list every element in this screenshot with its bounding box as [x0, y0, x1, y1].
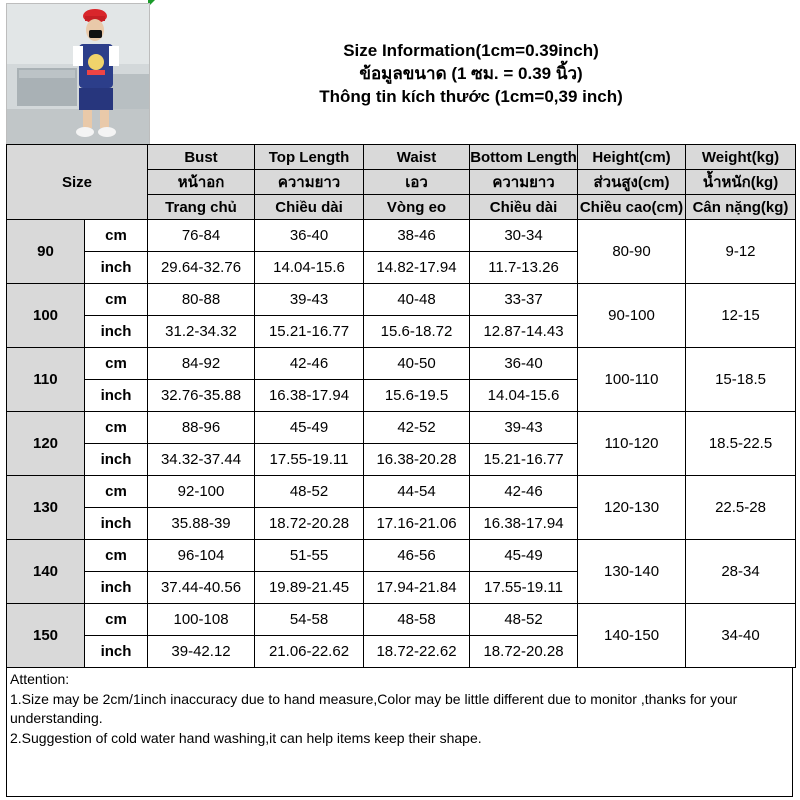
inch-value: 15.6-19.5: [364, 380, 470, 412]
inch-value: 32.76-35.88: [148, 380, 255, 412]
cm-value: 40-48: [364, 284, 470, 316]
inch-value: 12.87-14.43: [470, 316, 578, 348]
size-value: 90: [7, 220, 85, 284]
cm-value: 51-55: [255, 540, 364, 572]
inch-value: 11.7-13.26: [470, 252, 578, 284]
table-row: [7, 540, 796, 572]
unit-cm-label: cm: [85, 348, 148, 380]
table-row: [7, 348, 796, 380]
cm-value: 42-46: [255, 348, 364, 380]
cm-value: 42-52: [364, 412, 470, 444]
col-header-bust-en: Bust: [148, 145, 255, 170]
unit-inch-label: inch: [85, 316, 148, 348]
table-row: [7, 604, 796, 636]
inch-value: 17.16-21.06: [364, 508, 470, 540]
cm-value: 96-104: [148, 540, 255, 572]
attention-note-2: 2.Suggestion of cold water hand washing,it can help items keep their shape.: [10, 729, 482, 746]
inch-value: 14.04-15.6: [470, 380, 578, 412]
size-chart-table: [6, 144, 796, 668]
height-value: 140-150: [578, 604, 686, 668]
title-english: Size Information(1cm=0.39inch): [343, 41, 599, 60]
cm-value: 33-37: [470, 284, 578, 316]
col-header-waist-th: เอว: [364, 170, 470, 195]
col-header-weight-vi: Cân nặng(kg): [686, 195, 796, 220]
cm-value: 48-52: [470, 604, 578, 636]
unit-cm-label: cm: [85, 284, 148, 316]
col-header-height-vi: Chiều cao(cm): [578, 195, 686, 220]
inch-value: 39-42.12: [148, 636, 255, 668]
title-vietnamese: Thông tin kích thước (1cm=0,39 inch): [319, 87, 623, 106]
col-header-top-length-vi: Chiều dài: [255, 195, 364, 220]
height-value: 120-130: [578, 476, 686, 540]
weight-value: 12-15: [686, 284, 796, 348]
unit-inch-label: inch: [85, 572, 148, 604]
unit-cm-label: cm: [85, 476, 148, 508]
inch-value: 18.72-22.62: [364, 636, 470, 668]
size-info-title: [148, 3, 794, 144]
inch-value: 34.32-37.44: [148, 444, 255, 476]
inch-value: 16.38-17.94: [470, 508, 578, 540]
cm-value: 92-100: [148, 476, 255, 508]
inch-value: 18.72-20.28: [470, 636, 578, 668]
inch-value: 17.55-19.11: [470, 572, 578, 604]
cm-value: 42-46: [470, 476, 578, 508]
inch-value: 18.72-20.28: [255, 508, 364, 540]
cm-value: 36-40: [470, 348, 578, 380]
size-value: 120: [7, 412, 85, 476]
inch-value: 17.55-19.11: [255, 444, 364, 476]
size-value: 110: [7, 348, 85, 412]
attention-notes: [6, 668, 793, 797]
inch-value: 15.21-16.77: [470, 444, 578, 476]
size-value: 100: [7, 284, 85, 348]
size-value: 130: [7, 476, 85, 540]
inch-value: 31.2-34.32: [148, 316, 255, 348]
unit-cm-label: cm: [85, 540, 148, 572]
col-header-weight-th: น้ำหนัก(kg): [686, 170, 796, 195]
height-value: 130-140: [578, 540, 686, 604]
cm-value: 39-43: [255, 284, 364, 316]
size-value: 140: [7, 540, 85, 604]
cm-value: 88-96: [148, 412, 255, 444]
weight-value: 9-12: [686, 220, 796, 284]
unit-cm-label: cm: [85, 604, 148, 636]
col-header-top-length-th: ความยาว: [255, 170, 364, 195]
height-value: 80-90: [578, 220, 686, 284]
col-header-bust-vi: Trang chủ: [148, 195, 255, 220]
cm-value: 80-88: [148, 284, 255, 316]
cm-value: 46-56: [364, 540, 470, 572]
unit-inch-label: inch: [85, 380, 148, 412]
unit-cm-label: cm: [85, 412, 148, 444]
inch-value: 16.38-20.28: [364, 444, 470, 476]
weight-value: 22.5-28: [686, 476, 796, 540]
unit-inch-label: inch: [85, 508, 148, 540]
unit-cm-label: cm: [85, 220, 148, 252]
col-header-bottom-length-en: Bottom Length: [470, 145, 578, 170]
col-header-height-en: Height(cm): [578, 145, 686, 170]
cm-value: 76-84: [148, 220, 255, 252]
cm-value: 48-52: [255, 476, 364, 508]
height-value: 100-110: [578, 348, 686, 412]
col-header-top-length-en: Top Length: [255, 145, 364, 170]
cm-value: 36-40: [255, 220, 364, 252]
unit-inch-label: inch: [85, 252, 148, 284]
unit-inch-label: inch: [85, 636, 148, 668]
inch-value: 17.94-21.84: [364, 572, 470, 604]
cm-value: 48-58: [364, 604, 470, 636]
cm-value: 100-108: [148, 604, 255, 636]
cm-value: 84-92: [148, 348, 255, 380]
size-column-header: Size: [7, 145, 148, 220]
title-thai: ข้อมูลขนาด (1 ซม. = 0.39 นิ้ว): [359, 64, 583, 83]
height-value: 90-100: [578, 284, 686, 348]
weight-value: 34-40: [686, 604, 796, 668]
unit-inch-label: inch: [85, 444, 148, 476]
product-photo: [6, 3, 150, 146]
table-row: [7, 220, 796, 252]
col-header-bust-th: หน้าอก: [148, 170, 255, 195]
child-model-photo-icon: [7, 4, 149, 145]
cm-value: 38-46: [364, 220, 470, 252]
cm-value: 54-58: [255, 604, 364, 636]
weight-value: 28-34: [686, 540, 796, 604]
inch-value: 16.38-17.94: [255, 380, 364, 412]
attention-note-1: 1.Size may be 2cm/1inch inaccuracy due to hand measure,Color may be little different due to monitor ,thanks for your understanding.: [10, 690, 738, 726]
cm-value: 39-43: [470, 412, 578, 444]
weight-value: 18.5-22.5: [686, 412, 796, 476]
col-header-weight-en: Weight(kg): [686, 145, 796, 170]
inch-value: 19.89-21.45: [255, 572, 364, 604]
table-row: [7, 476, 796, 508]
inch-value: 21.06-22.62: [255, 636, 364, 668]
cm-value: 30-34: [470, 220, 578, 252]
cm-value: 45-49: [470, 540, 578, 572]
col-header-height-th: ส่วนสูง(cm): [578, 170, 686, 195]
col-header-bottom-length-vi: Chiều dài: [470, 195, 578, 220]
weight-value: 15-18.5: [686, 348, 796, 412]
inch-value: 15.21-16.77: [255, 316, 364, 348]
attention-heading: Attention:: [10, 671, 70, 687]
height-value: 110-120: [578, 412, 686, 476]
cm-value: 45-49: [255, 412, 364, 444]
inch-value: 29.64-32.76: [148, 252, 255, 284]
col-header-bottom-length-th: ความยาว: [470, 170, 578, 195]
cm-value: 40-50: [364, 348, 470, 380]
table-row: [7, 284, 796, 316]
inch-value: 14.82-17.94: [364, 252, 470, 284]
cm-value: 44-54: [364, 476, 470, 508]
col-header-waist-en: Waist: [364, 145, 470, 170]
size-value: 150: [7, 604, 85, 668]
table-row: [7, 412, 796, 444]
inch-value: 37.44-40.56: [148, 572, 255, 604]
inch-value: 15.6-18.72: [364, 316, 470, 348]
col-header-waist-vi: Vòng eo: [364, 195, 470, 220]
inch-value: 14.04-15.6: [255, 252, 364, 284]
inch-value: 35.88-39: [148, 508, 255, 540]
